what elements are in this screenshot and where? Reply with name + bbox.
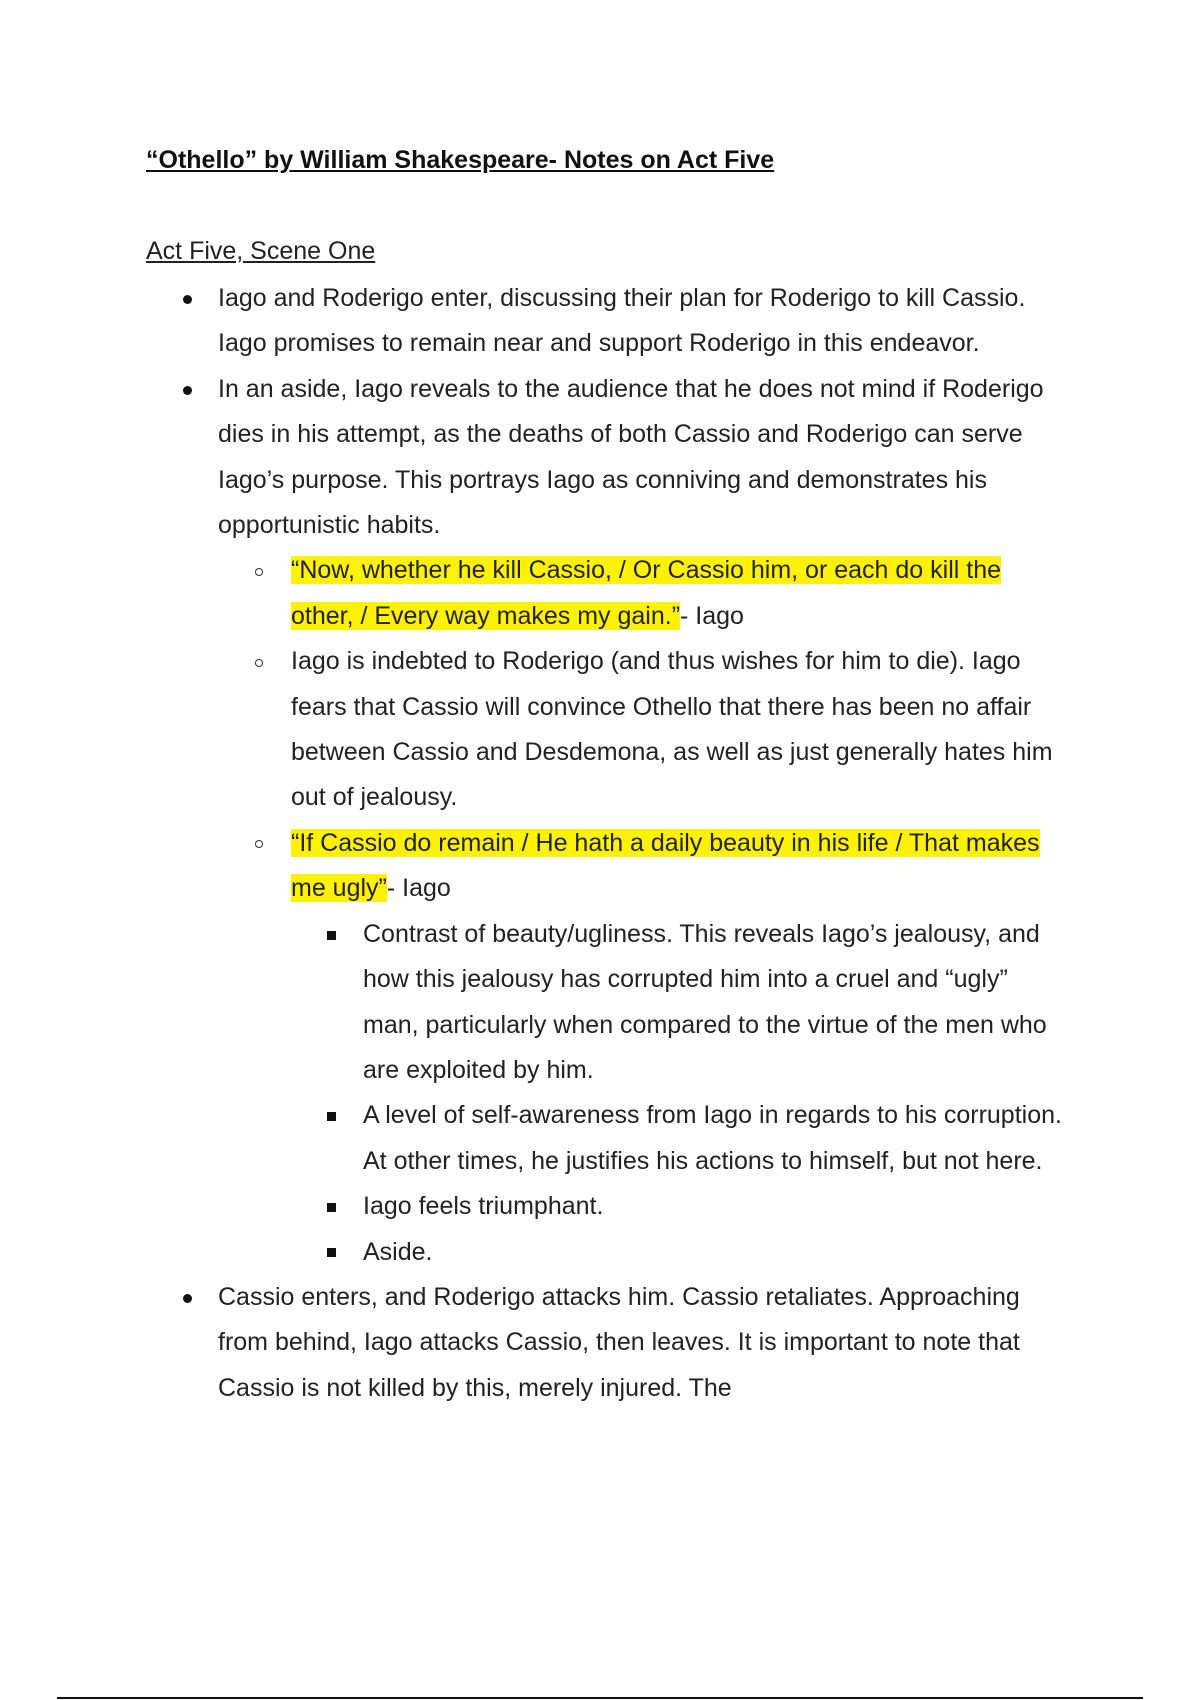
square-bullet-icon (321, 1093, 341, 1138)
list-item (218, 367, 1068, 549)
highlighted-quote: “Now, whether he kill Cassio, / Or Cassio him, or each do kill the other, / Every way makes my gain.” (291, 556, 1001, 630)
list-item-text: Aside. (363, 1237, 433, 1266)
list-item (218, 276, 1068, 367)
bullet-icon (177, 367, 197, 412)
square-bullet-icon (321, 1184, 341, 1229)
list-item-text: Iago feels triumphant. (363, 1192, 604, 1221)
document-title: “Othello” by William Shakespeare- Notes on Act Five (146, 146, 775, 174)
list-item-text: A level of self-awareness from Iago in regards to his corruption. At other times, he justifies his actions to himself, but not here. (363, 1101, 1062, 1175)
list-item-text: In an aside, Iago reveals to the audience that he does not mind if Roderigo dies in his attempt, as the deaths of both Cassio and Roderigo can serve Iago’s purpose. This portrays Iago as conniving and demonstrates his opportunistic habits. (218, 374, 1044, 540)
list-item-text: Iago is indebted to Roderigo (and thus wishes for him to die). Iago fears that Cassio will convince Othello that there has been no affair between Cassio and Desdemona, as well as just generally hates him out of jealousy. (291, 647, 1053, 812)
square-bullet-icon (321, 1230, 341, 1275)
list-item (218, 1275, 1068, 1411)
highlighted-quote: “If Cassio do remain / He hath a daily beauty in his life / That makes me ugly” (291, 828, 1040, 903)
sub-sub-list-item (363, 912, 1068, 1094)
sub-list-item (291, 548, 1066, 639)
square-bullet-icon (321, 912, 341, 957)
quote-attribution: - Iago (386, 874, 451, 903)
hollow-bullet-icon (249, 821, 269, 866)
bullet-icon (177, 1275, 197, 1320)
section-heading: Act Five, Scene One (146, 237, 376, 265)
hollow-bullet-icon (249, 639, 269, 684)
sub-sub-list-item (363, 1184, 1068, 1229)
sub-list-item (291, 821, 1066, 912)
sub-list-item (291, 639, 1066, 821)
hollow-bullet-icon (249, 548, 269, 593)
sub-sub-list-item (363, 1230, 1068, 1275)
sub-sub-list-item (363, 1093, 1068, 1184)
page-bottom-rule (57, 1697, 1143, 1699)
notes-list (0, 276, 1200, 1411)
bullet-icon (177, 276, 197, 321)
list-item-text: Contrast of beauty/ugliness. This reveals Iago’s jealousy, and how this jealousy has corrupted him into a cruel and “ugly” man, particularly when compared to the virtue of the men who are exploited by him. (363, 919, 1047, 1084)
list-item-text: Iago and Roderigo enter, discussing their plan for Roderigo to kill Cassio. Iago promises to remain near and support Roderigo in this endeavor. (218, 284, 1026, 358)
list-item-text: Cassio enters, and Roderigo attacks him. Cassio retaliates. Approaching from behind, Iago attacks Cassio, then leaves. It is important to note that Cassio is not killed by this, merely injured. The (218, 1282, 1020, 1402)
quote-attribution: - Iago (680, 601, 744, 630)
